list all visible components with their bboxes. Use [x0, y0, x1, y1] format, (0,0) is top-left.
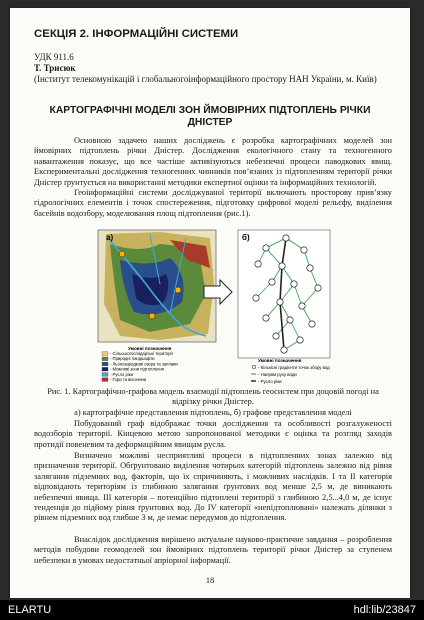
figure-label-b: б)	[242, 233, 250, 242]
graph-node	[273, 333, 279, 339]
footer-source: ELARTU	[8, 604, 52, 616]
graph-node	[277, 299, 283, 305]
figure-label-a: а)	[106, 233, 114, 242]
legend-a-item: - Льонозародкові озера та заплави	[110, 361, 178, 367]
figure-1	[10, 224, 410, 389]
legend-a-item: - Природні ландшафти	[110, 356, 155, 362]
paragraph-categories: Визначено можливі несприятливі процеси в підтопленних зонах залежно від призначення території. Обґрунтовано виділення чотирьох категорій підтоплень залежно від рівня залягання підземних вод, факторів, що їх спричиняють, і можливих наслідків. І та ІІ категорія відповідають територіям із глибиною залягання ґрунтових вод менше 2,5 м, де виникають небезпечні явища. ІІІ категорія – потенційно підтоплені території з глибиною 2,5...4,0 м, де існує тенденція до підйому рівня ґрунтових вод. До IV категорії «непідтоплювані» належать ділянки з рівнем підземних вод глибше 3 м, де немає передумов до підтоплення.	[34, 451, 392, 523]
legend-a-swatch	[102, 362, 108, 366]
graph-node	[301, 247, 307, 253]
legend-b-node-icon	[252, 365, 256, 369]
legend-a-item: - Можливі зони підтоплення	[110, 366, 165, 372]
document-page	[10, 8, 410, 598]
legend-b-item-nodes: - Кількісні градієнти точок збору вод	[258, 365, 330, 370]
page-number: 18	[205, 576, 215, 585]
paper-title: КАРТОГРАФІЧНІ МОДЕЛІ ЗОН ЙМОВІРНИХ ПІДТОПЛЕНЬ РІЧКИ ДНІСТЕР	[49, 105, 371, 128]
graph-node	[283, 235, 289, 241]
paragraph-gis: Геоінформаційні системи досліджуваної території включають просторову прив’язку гідрологічних елементів і точок спостереження, підготовку цифрової моделі рельєфу, виділення басейнів водозбору, моделювання площ підтоплення (рис.1).	[34, 188, 392, 218]
udk-code: УДК 911.6	[34, 52, 74, 62]
figure-map-panel	[98, 230, 216, 342]
legend-a-swatch	[102, 357, 108, 361]
legend-a-item: - Гори та височини	[110, 377, 147, 382]
paragraph-graph: Побудований граф відображає точки дослідження та особливості розгалуженості водозборів території. Кінцевою метою запропонованої методики є оцінка та розгляд заходів протидії повеневим та деформаційним явищам русла.	[34, 419, 392, 449]
paragraph-conclusion: Внаслідок дослідження вирішено актуальне науково-практичне завдання – розроблення методів побудови геомоделей зон ймовірних підтоплень території річки Дністер за ступенем небезпеки в умовах недостатньої апріорної інформації.	[34, 535, 392, 565]
graph-node	[281, 347, 287, 353]
graph-node	[307, 265, 313, 271]
graph-node	[255, 261, 261, 267]
legend-a-swatch	[102, 378, 108, 382]
graph-node	[253, 295, 259, 301]
legend-a-swatch	[102, 373, 108, 377]
figure-caption	[34, 387, 392, 418]
section-heading: СЕКЦІЯ 2. ІНФОРМАЦІЙНІ СИСТЕМИ	[34, 28, 239, 40]
figure-caption-main: Рис. 1. Картографічно-графова модель взаємодії підтоплень геосистем при доцовій погоді на відрізку річки Дністер.	[47, 387, 379, 407]
graph-node	[291, 281, 297, 287]
author-name: Т. Трисюк	[34, 63, 76, 73]
graph-node	[279, 263, 285, 269]
legend-b-title: Умовні позначення	[258, 358, 302, 363]
graph-node	[297, 337, 303, 343]
footer-bar	[0, 600, 424, 620]
legend-a	[102, 351, 178, 382]
legend-a-swatch	[102, 352, 108, 356]
author-affiliation: (Інститут телекомунікацій і глобальногоінформаційного простору НАН України, м. Київ)	[34, 74, 377, 84]
legend-a-swatch	[102, 367, 108, 371]
figure-svg	[10, 224, 410, 389]
graph-node	[299, 303, 305, 309]
paragraph-intro: Основною задачею наших досліджень є розробка картографічних моделей зон ймовірних підтоплень річки Дністер. Дослідження екологічного стану та техногенного навантаження показує, що все частіше активізуються небезпечні процеси паводкових явищ. Експериментальні дослідження техногенних чинників пов’язаних із підтопленням території річки Дністер ґрунтується на використанні методики експертної оцінки та інформаційних технологій.	[34, 136, 392, 187]
legend-b-item-river: - Русло ріки	[258, 379, 282, 384]
figure-caption-sub: а) картографічне представлення підтоплень, б) графове представлення моделі	[74, 407, 352, 417]
legend-a-item: - Сільськогосподарські території	[110, 351, 173, 356]
graph-node	[315, 285, 321, 291]
graph-node	[263, 245, 269, 251]
footer-handle: hdl:lib/23847	[353, 604, 416, 616]
legend-a-item: - Русло ріки	[110, 371, 133, 377]
graph-node	[263, 315, 269, 321]
graph-node	[269, 279, 275, 285]
legend-b-item-flow: - Напрям руху води	[258, 372, 297, 377]
graph-node	[309, 321, 315, 327]
graph-node	[287, 317, 293, 323]
legend-a-title: Умовні позначення	[128, 346, 172, 351]
